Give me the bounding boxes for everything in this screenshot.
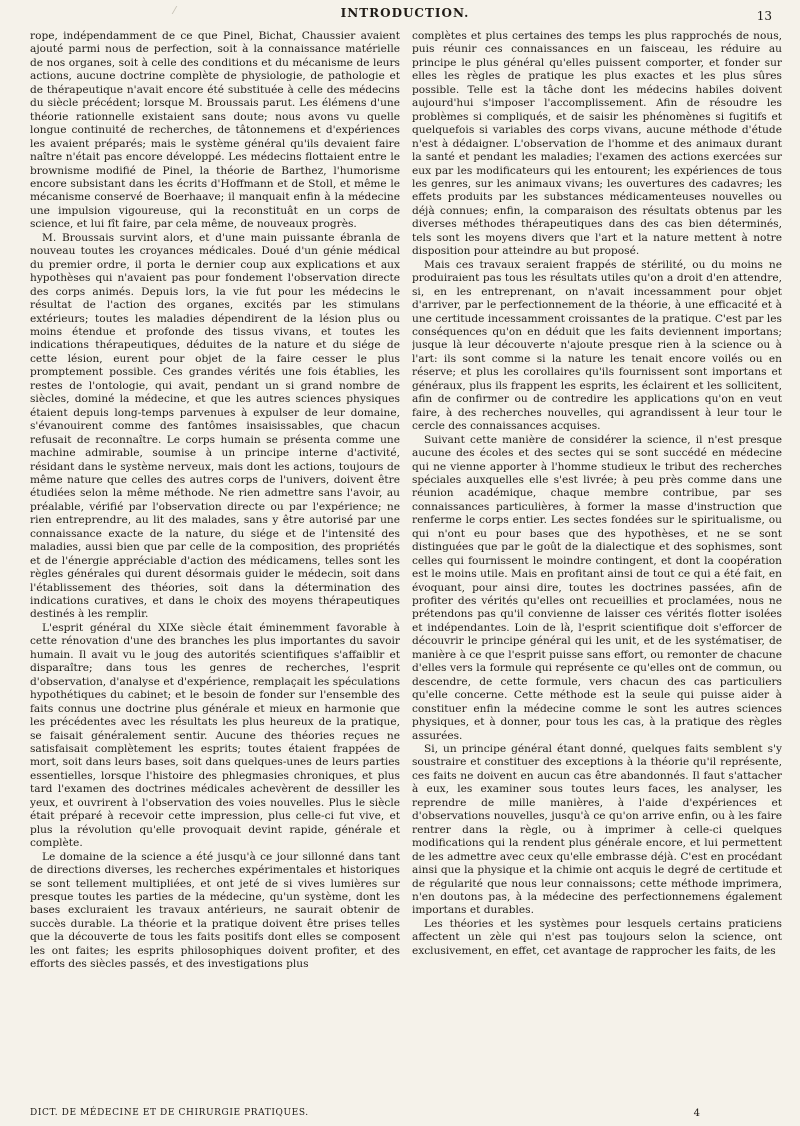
paragraph: complètes et plus certaines des temps les plus rapprochés de nous, puis réunir ces connaissances en un faisceau, les réduire au principe le plus général qu'elles puissent comporter, et fonder sur elles les règles de pratique les plus exactes et les plus sûres possible. Telle est la tâche dont les médecins habiles doivent aujourd'hui s'imposer l'accomplissement. Afin de résoudre les problèmes si compliqués, et de saisir les phénomènes si fugitifs et quelquefois si variables des corps vivans, aucune méthode d'étude n'est à dédaigner. L'observation de l'homme et des animaux durant la santé et pendant les maladies; l'examen des actions exercées sur eux par les modificateurs qui les entourent; les expériences de tous les genres, sur les animaux vivans; les ouvertures des cadavres; les effets produits par les substances médicamenteuses nouvelles ou déjà connues; enfin, la comparaison des résultats obtenus par les diverses méthodes thérapeutiques dans des cas bien déterminés, tels sont les moyens divers que l'art et la nature mettent à notre disposition pour atteindre au but proposé. xyxy=(412,30,782,258)
page-footer xyxy=(30,1108,780,1122)
paragraph: L'esprit général du XIXe siècle était éminemment favorable à cette rénovation d'une des branches les plus importantes du savoir humain. Il avait vu le joug des autorités scientifiques s'affaiblir et disparaître; dans tous les genres de recherches, l'esprit d'observation, d'analyse et d'expérience, remplaçait les spéculations hypothétiques du cabinet; et le besoin de fonder sur l'ensemble des faits connus une doctrine plus générale et mieux en harmonie que les précédentes avec les résultats les plus heureux de la pratique, se faisait généralement sentir. Aucune des théories reçues ne satisfaisait complètement les esprits; toutes étaient frappées de mort, soit dans leurs bases, soit dans quelques-unes de leurs parties essentielles, lorsque l'histoire des phlegmasies chroniques, et plus tard l'examen des doctrines médicales achevèrent de dessiller les yeux, et ouvrirent à l'observation des voies nouvelles. Plus le siècle était préparé à recevoir cette impression, plus celle-ci fut vive, et plus la révolution qu'elle provoquait devint rapide, générale et complète. xyxy=(30,621,400,850)
paragraph: Mais ces travaux seraient frappés de stérilité, ou du moins ne produiraient pas tous les résultats utiles qu'on a droit d'en attendre, si, en les entreprenant, on n'avait incessamment pour objet d'arriver, par le perfectionnement de la théorie, à une efficacité et à une certitude incessamment croissantes de la pratique. C'est par les conséquences qu'on en déduit que les faits deviennent importans; jusque là leur découverte n'ajoute presque rien à la science ou à l'art: ils sont comme si la nature les tenait encore voilés ou en réserve; et plus les corollaires qu'ils fournissent sont importans et généraux, plus ils frappent les esprits, les éclairent et les sollicitent, afin de confirmer ou de contredire les applications qu'on en veut faire, à des recherches nouvelles, qui agrandissent à leur tour le cercle des connaissances acquises. xyxy=(412,258,782,433)
paragraph: Le domaine de la science a été jusqu'à ce jour sillonné dans tant de directions diverses, les recherches expérimentales et historiques se sont tellement multipliées, et ont jeté de si vives lumières sur presque toutes les parties de la médecine, qu'un système, dont les bases excluraient les travaux antérieurs, ne saurait obtenir de succès durable. La théorie et la pratique doivent être prises telles que la découverte de tous les faits positifs dont elles se composent les ont faites; les esprits philosophiques doivent profiter, et des efforts des siècles passés, et des investigations plus xyxy=(30,850,400,971)
paragraph: Suivant cette manière de considérer la science, il n'est presque aucune des écoles et des sectes qui se sont succédé en médecine qui ne vienne apporter à l'homme studieux le tribut des recherches spéciales auxquelles elle s'est livrée; à peu près comme dans une réunion académique, chaque membre contribue, par ses connaissances particulières, à former la masse d'instruction que renferme le corps entier. Les sectes fondées sur le spiritualisme, ou qui n'ont eu pour bases que des hypothèses, et ne se sont distinguées que par le goût de la dialectique et des sophismes, sont celles qui fournissent le moindre contingent, et dont la coopération est le moins utile. Mais en profitant ainsi de tout ce qui a été fait, en évoquant, pour ainsi dire, toutes les doctrines passées, afin de profiter des vérités qu'elles ont recueillies et proclamées, nous ne prétendons pas qu'il convienne de laisser ces vérités flotter isolées et indépendantes. Loin de là, l'esprit scientifique doit s'efforcer de découvrir le principe général qui les unit, et de les systématiser, de manière à ce que l'esprit puisse sans effort, ou remonter de chacune d'elles vers la formule qui représente ce qu'elles ont de commun, ou descendre, de cette formule, vers chacun des cas particuliers qu'elle concerne. Cette méthode est la seule qui puisse aider à constituer enfin la médecine comme le sont les autres sciences physiques, et à donner, pour tous les cas, à la pratique des règles assurées. xyxy=(412,433,782,742)
paragraph: rope, indépendamment de ce que Pinel, Bichat, Chaussier avaient ajouté parmi nous de perfection, soit à la connaissance matérielle de nos organes, soit à celle des conditions et du mécanisme de leurs actions, aucune doctrine complète de physiologie, de pathologie et de thérapeutique n'avait encore été substituée à celle des médecins du siècle précédent; lorsque M. Broussais parut. Les élémens d'une théorie rationnelle existaient sans doute; nous avons vu quelle longue continuité de recherches, de tâtonnemens et d'expériences les avaient préparés; mais le système général qu'ils devaient faire naître n'était pas encore développé. Les médecins flottaient entre le brownisme modifié de Pinel, la théorie de Barthez, l'humorisme encore subsistant dans les écrits d'Hoffmann et de Stoll, et même le mécanisme conservé de Boerhaave; il manquait enfin à la médecine une impulsion vigoureuse, qui la reconstituât en un corps de science, et lui fît faire, par cela même, de nouveaux progrès. xyxy=(30,30,400,231)
footer-imprint: DICT. DE MÉDECINE ET DE CHIRURGIE PRATIQUES. xyxy=(30,1108,309,1118)
left-column xyxy=(30,30,400,1110)
right-column xyxy=(412,30,782,1110)
paragraph: M. Broussais survint alors, et d'une main puissante ébranla de nouveau toutes les croyances médicales. Doué d'un génie médical du premier ordre, il porta le dernier coup aux explications et aux hypothèses qui n'avaient pas pour fondement l'observation directe des corps animés. Depuis lors, la vie fut pour les médecins le résultat de l'action des organes, excités par les stimulans extérieurs; toutes les maladies dépendirent de la lésion plus ou moins étendue et profonde des tissus vivans, et toutes les indications thérapeutiques, déduites de la nature et du siége de cette lésion, eurent pour objet de la faire cesser le plus promptement possible. Ces grandes vérités une fois établies, les restes de l'ontologie, qui avait, pendant un si grand nombre de siècles, dominé la médecine, et que les autres sciences physiques étaient depuis long-temps parvenues à expulser de leur domaine, s'évanouirent comme des fantômes insaisissables, que chacun refusait de reconnaître. Le corps humain se présenta comme une machine admirable, soumise à un principe interne d'activité, résidant dans le système nerveux, mais dont les actions, toujours de même nature que celles des autres corps de l'univers, doivent être étudiées selon la même méthode. Ne rien admettre sans l'avoir, au préalable, vérifié par l'observation directe ou par l'expérience; ne rien entreprendre, au lit des malades, sans y être autorisé par une connaissance exacte de la nature, du siége et de l'intensité des maladies, aussi bien que par celle de la composition, des propriétés et de l'énergie appréciable d'action des médicamens, telles sont les règles générales qui durent désormais guider le médecin, soit dans l'établissement des théories, soit dans la détermination des indications curatives, et dans le choix des moyens thérapeutiques destinés à les remplir. xyxy=(30,231,400,621)
page-title: INTRODUCTION. xyxy=(340,6,470,20)
paragraph: Les théories et les systèmes pour lesquels certains praticiens affectent un zèle qui n'est pas toujours selon la science, ont exclusivement, en effet, cet avantage de rapprocher les faits, de les xyxy=(412,917,782,957)
page-number: 13 xyxy=(756,9,772,23)
signature-mark: 4 xyxy=(693,1108,700,1119)
text-columns xyxy=(30,30,782,1110)
running-head xyxy=(30,6,780,26)
paragraph: Si, un principe général étant donné, quelques faits semblent s'y soustraire et constituer des exceptions à la théorie qu'il représente, ces faits ne doivent en aucun cas être abandonnés. Il faut s'attacher à eux, les examiner sous toutes leurs faces, les analyser, les reprendre de mille manières, à l'aide d'expériences et d'observations nouvelles, jusqu'à ce qu'on arrive enfin, ou à les faire rentrer dans la règle, ou à imprimer à celle-ci quelques modifications qui la rendent plus générale encore, et lui permettent de les admettre avec ceux qu'elle embrasse déjà. C'est en procédant ainsi que la physique et la chimie ont acquis le degré de certitude et de régularité que nous leur connaissons; cette méthode imprimera, n'en doutons pas, à la médecine des perfectionnemens également importans et durables. xyxy=(412,743,782,917)
